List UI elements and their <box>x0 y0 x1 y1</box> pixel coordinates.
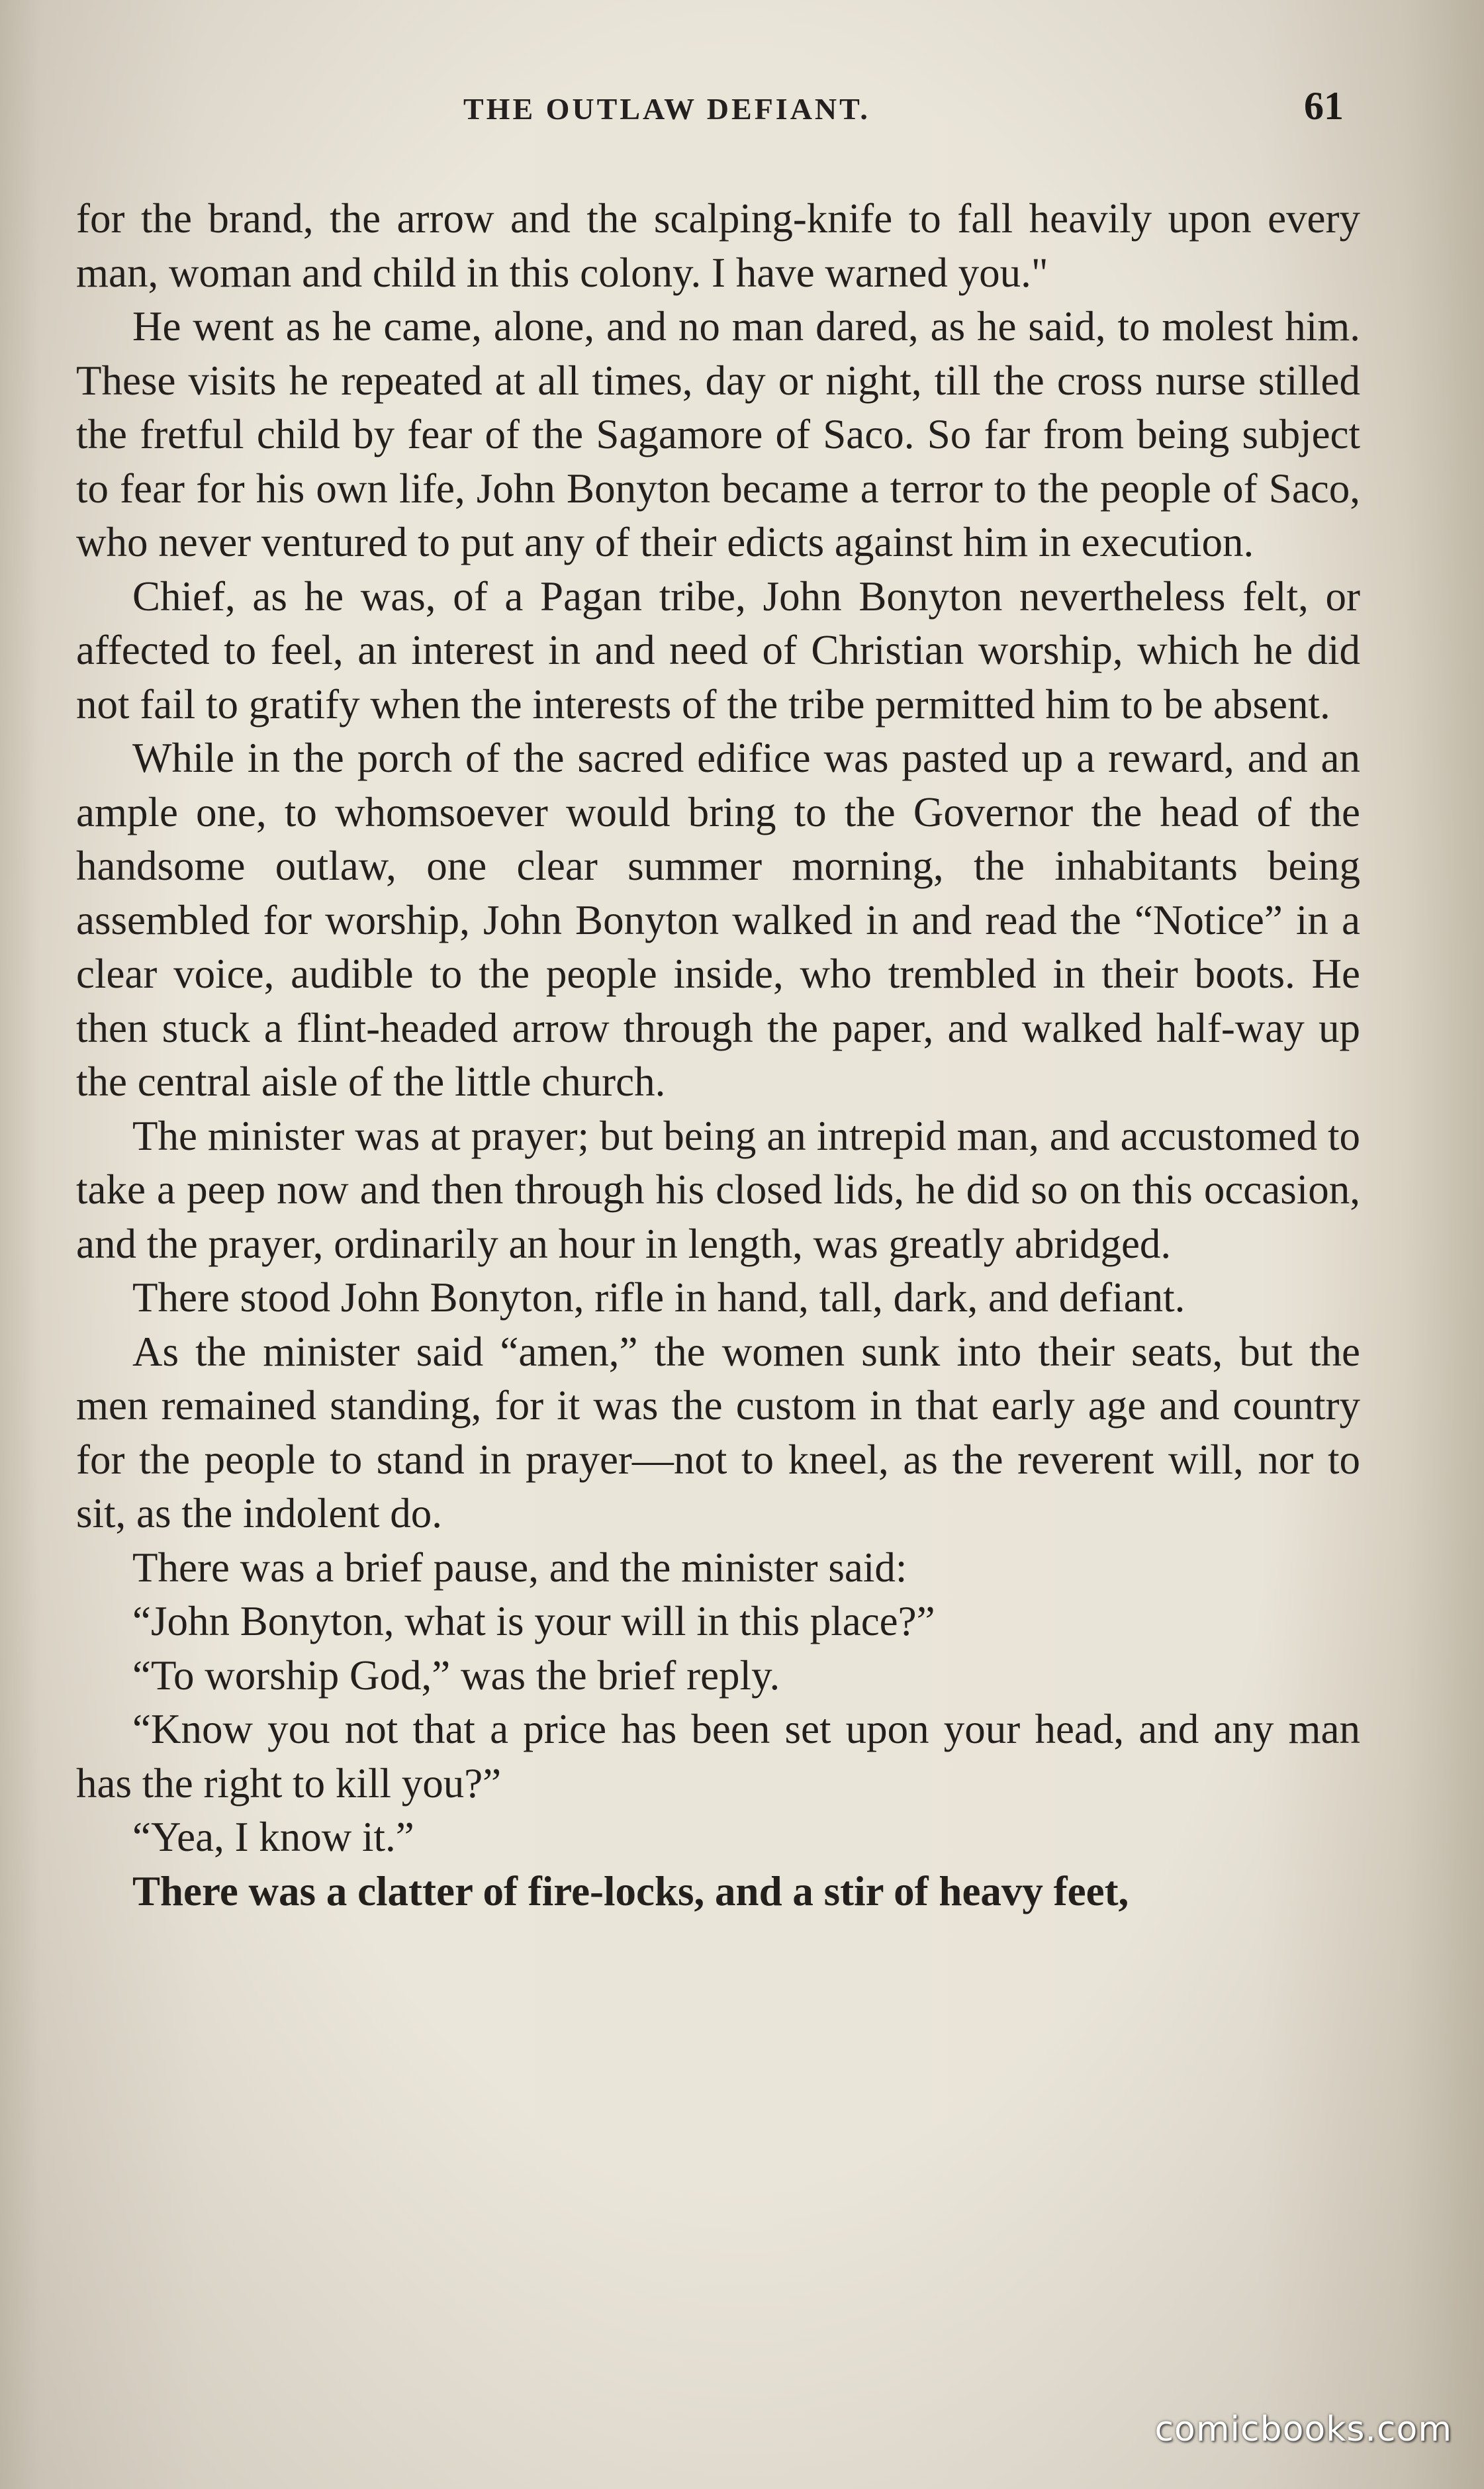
paragraph: There was a clatter of fire-locks, and a stir of heavy feet, <box>132 1867 1129 1914</box>
paragraph: There stood John Bonyton, rifle in hand, tall, dark, and defiant. <box>132 1274 1185 1321</box>
paragraph: He went as he came, alone, and no man dared, as he said, to molest him. These visits he repeated at all times, day or night, till the cross nurse stilled the fretful child by fear of the Sagamore of Saco. So far from being subject to fear for his own life, John Bonyton became a terror to the people of Saco, who never ventured to put any of their edicts against him in execution. <box>76 303 1360 565</box>
paragraph: “Know you not that a price has been set upon your head, and any man has the right to kill you?” <box>76 1706 1360 1807</box>
page-number: 61 <box>1304 84 1344 128</box>
paragraph: “John Bonyton, what is your will in this place?” <box>132 1598 935 1644</box>
running-head: THE OUTLAW DEFIANT. <box>463 92 870 126</box>
paragraph: “Yea, I know it.” <box>132 1814 414 1860</box>
paragraph: The minister was at prayer; but being an intrepid man, and accustomed to take a peep now and then through his closed lids, he did so on this occasion, and the prayer, ordinarily an hour in length, was greatly abridged. <box>76 1112 1360 1267</box>
paragraph: Chief, as he was, of a Pagan tribe, John Bonyton nevertheless felt, or affected to feel, an interest in and need of Christian worship, which he did not fail to gratify when the interests of the tribe permitted him to be absent. <box>76 573 1360 728</box>
page-header <box>0 79 1484 146</box>
paragraph: While in the porch of the sacred edifice was pasted up a reward, and an ample one, to whomsoever would bring to the Governor the head of the handsome outlaw, one clear summer morning, the inhabitants being assembled for worship, John Bonyton walked in and read the “Notice” in a clear voice, audible to the people inside, who trembled in their boots. He then stuck a flint-headed arrow through the paper, and walked half-way up the central aisle of the little church. <box>76 735 1360 1105</box>
paragraph: There was a brief pause, and the minister said: <box>132 1544 907 1591</box>
paragraph: “To worship God,” was the brief reply. <box>132 1652 780 1699</box>
body-text <box>76 192 1360 1918</box>
watermark: comicbooks.com <box>1154 2410 1452 2449</box>
paragraph: As the minister said “amen,” the women sunk into their seats, but the men remained standing, for it was the custom in that early age and country for the people to stand in prayer—not to kneel, as the reverent will, nor to sit, as the indolent do. <box>76 1328 1360 1536</box>
paragraph: for the brand, the arrow and the scalping-knife to fall heavily upon every man, woman and child in this colony. I have warned you." <box>76 195 1360 296</box>
